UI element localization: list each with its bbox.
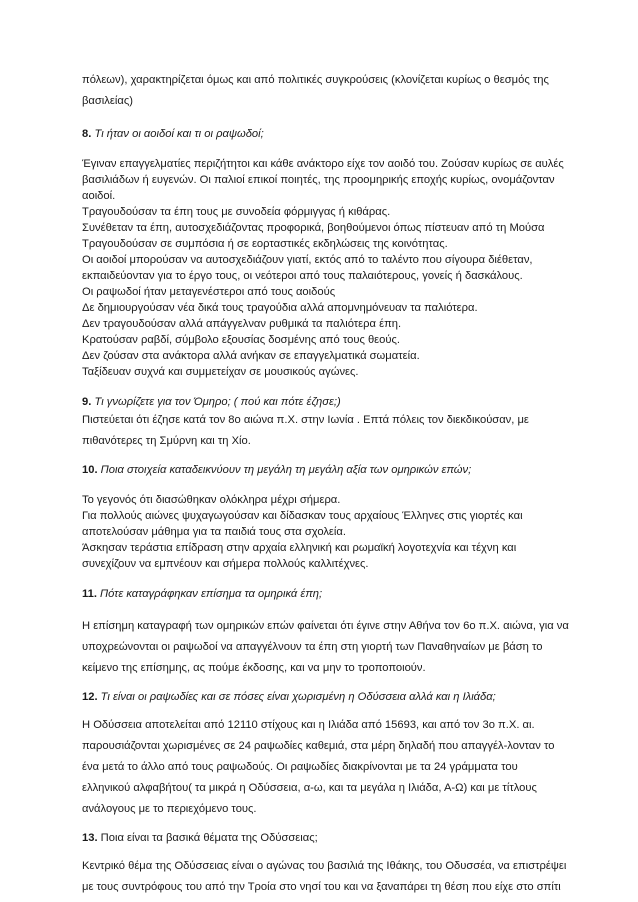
text-line: παρουσιάζονται χωρισμένες σε 24 ραψωδίες καθεμιά, στα μέρη δηλαδή που απαγγέλ-λονταν το <box>82 740 555 752</box>
question-9 <box>82 394 582 410</box>
intro-paragraph <box>82 70 582 112</box>
question-11 <box>82 586 582 602</box>
question-12 <box>82 689 582 705</box>
question-8 <box>82 126 582 142</box>
text-line: Οι αοιδοί μπορούσαν να αυτοσχεδιάζουν γιατί, εκτός από το ταλέντο που σίγουρα διέθεταν, <box>82 254 533 266</box>
text-line: Έγιναν επαγγελματίες περιζήτητοι και κάθε ανάκτορο είχε τον αοιδό του. Ζούσαν κυρίως σε αυλές <box>82 158 564 170</box>
text-line: Συνέθεταν τα έπη, αυτοσχεδιάζοντας προφορικά, βοηθούμενοι όπως πίστευαν από τη Μούσα <box>82 222 545 234</box>
question-number: 11. <box>82 588 97 600</box>
text-line: ανάλογους με το περιεχόμενο τους. <box>82 803 257 815</box>
question-text: Τι ήταν οι αοιδοί και τι οι ραψωδοί; <box>94 128 264 140</box>
answer-8 <box>82 156 582 380</box>
text-line: Κρατούσαν ραβδί, σύμβολο εξουσίας δοσμένης από τους θεούς. <box>82 334 400 346</box>
question-number: 9. <box>82 396 92 408</box>
text-line: Ταξίδευαν συχνά και συμμετείχαν σε μουσικούς αγώνες. <box>82 366 359 378</box>
text-line: Το γεγονός ότι διασώθηκαν ολόκληρα μέχρι σήμερα. <box>82 494 341 506</box>
text-line: Για πολλούς αιώνες ψυχαγωγούσαν και δίδασκαν τους αρχαίους Έλληνες στις γιορτές και <box>82 510 523 522</box>
text-line: Τραγουδούσαν σε συμπόσια ή σε εορταστικές εκδηλώσεις της κοινότητας. <box>82 238 448 250</box>
text-line: Οι ραψωδοί ήταν μεταγενέστεροι από τους αοιδούς <box>82 286 336 298</box>
question-10 <box>82 462 582 478</box>
text-line: Κεντρικό θέμα της Οδύσσειας είναι ο αγώνας του βασιλιά της Ιθάκης, του Οδυσσέα, να επιστρέψει <box>82 860 567 872</box>
document-page <box>82 70 582 898</box>
text-line: Δεν τραγουδούσαν αλλά απάγγελναν ρυθμικά τα παλιότερα έπη. <box>82 318 402 330</box>
text-line: Δε δημιουργούσαν νέα δικά τους τραγούδια αλλά απομνημόνευαν τα παλιότερα. <box>82 302 478 314</box>
text-line: Η επίσημη καταγραφή των ομηρικών επών φαίνεται ότι έγινε στην Αθήνα τον 6ο π.Χ. αιώνα, για να <box>82 620 569 632</box>
answer-9 <box>82 410 582 452</box>
text-line: εκπαιδεύονταν για το έργο τους, οι νεότεροι από τους παλαιότερους, γονείς ή δασκάλους. <box>82 270 523 282</box>
text-line: Πιστεύεται ότι έζησε κατά τον 8ο αιώνα π.Χ. στην Ιωνία . Επτά πόλεις τον διεκδικούσαν, με <box>82 414 529 426</box>
text-line: πιθανότερες τη Σμύρνη και τη Χίο. <box>82 435 251 447</box>
answer-10 <box>82 492 582 572</box>
text-line: συνεχίζουν να εμπνέουν και σήμερα πολλούς καλλιτέχνες. <box>82 558 369 570</box>
question-number: 12. <box>82 691 98 703</box>
question-text: Τι γνωρίζετε για τον Όμηρο; ( πού και πότε έζησε;) <box>94 396 341 408</box>
question-text: Ποια είναι τα βασικά θέματα της Οδύσσειας; <box>100 832 318 844</box>
question-13 <box>82 830 582 846</box>
question-text: Τι είναι οι ραψωδίες και σε πόσες είναι χωρισμένη η Οδύσσεια αλλά και η Ιλιάδα; <box>100 691 496 703</box>
answer-13 <box>82 856 582 898</box>
text-line: με τους συντρόφους του από την Τροία στο νησί του και να ξαναπάρει τη θέση που είχε στο σπίτι <box>82 881 561 893</box>
text-line: ελληνικού αλφαβήτου( τα μικρά η Οδύσσεια, α-ω, και τα μεγάλα η Ιλιάδα, Α-Ω) και με τίτλους <box>82 782 537 794</box>
answer-12 <box>82 715 582 820</box>
answer-11 <box>82 616 582 679</box>
question-number: 13. <box>82 832 98 844</box>
text-line: αοιδοί. <box>82 190 116 202</box>
text-line: Η Οδύσσεια αποτελείται από 12110 στίχους και η Ιλιάδα από 15693, και από τον 3ο π.Χ. αι. <box>82 719 535 731</box>
text-line: βασιλείας) <box>82 95 133 107</box>
text-line: Άσκησαν τεράστια επίδραση στην αρχαία ελληνική και ρωμαϊκή λογοτεχνία και τέχνη και <box>82 542 517 554</box>
text-line: πόλεων), χαρακτηρίζεται όμως και από πολιτικές συγκρούσεις (κλονίζεται κυρίως ο θεσμός της <box>82 74 549 86</box>
text-line: υποχρεώνονται οι ραψωδοί να απαγγέλνουν τα έπη στη γιορτή των Παναθηναίων με βάση το <box>82 641 543 653</box>
question-number: 10. <box>82 464 98 476</box>
text-line: κείμενο της επίσημης, ας πούμε έκδοσης, και να μην το τροποποιούν. <box>82 662 426 674</box>
text-line: Δεν ζούσαν στα ανάκτορα αλλά ανήκαν σε επαγγελματικά σωματεία. <box>82 350 420 362</box>
question-text: Ποια στοιχεία καταδεικνύουν τη μεγάλη τη μεγάλη αξία των ομηρικών επών; <box>100 464 472 476</box>
question-number: 8. <box>82 128 92 140</box>
text-line: ένα μετά το άλλο από τους ραψωδούς. Οι ραψωδίες διακρίνονται με τα 24 γράμματα του <box>82 761 518 773</box>
question-text: Πότε καταγράφηκαν επίσημα τα ομηρικά έπη; <box>100 588 323 600</box>
text-line: Τραγουδούσαν τα έπη τους με συνοδεία φόρμιγγας ή κιθάρας. <box>82 206 391 218</box>
text-line: αποτελούσαν μάθημα για τα παιδιά τους στα σχολεία. <box>82 526 346 538</box>
text-line: βασιλιάδων ή ευγενών. Οι παλιοί επικοί ποιητές, της προομηρικής εποχής κυρίως, ονομάζονταν <box>82 174 555 186</box>
